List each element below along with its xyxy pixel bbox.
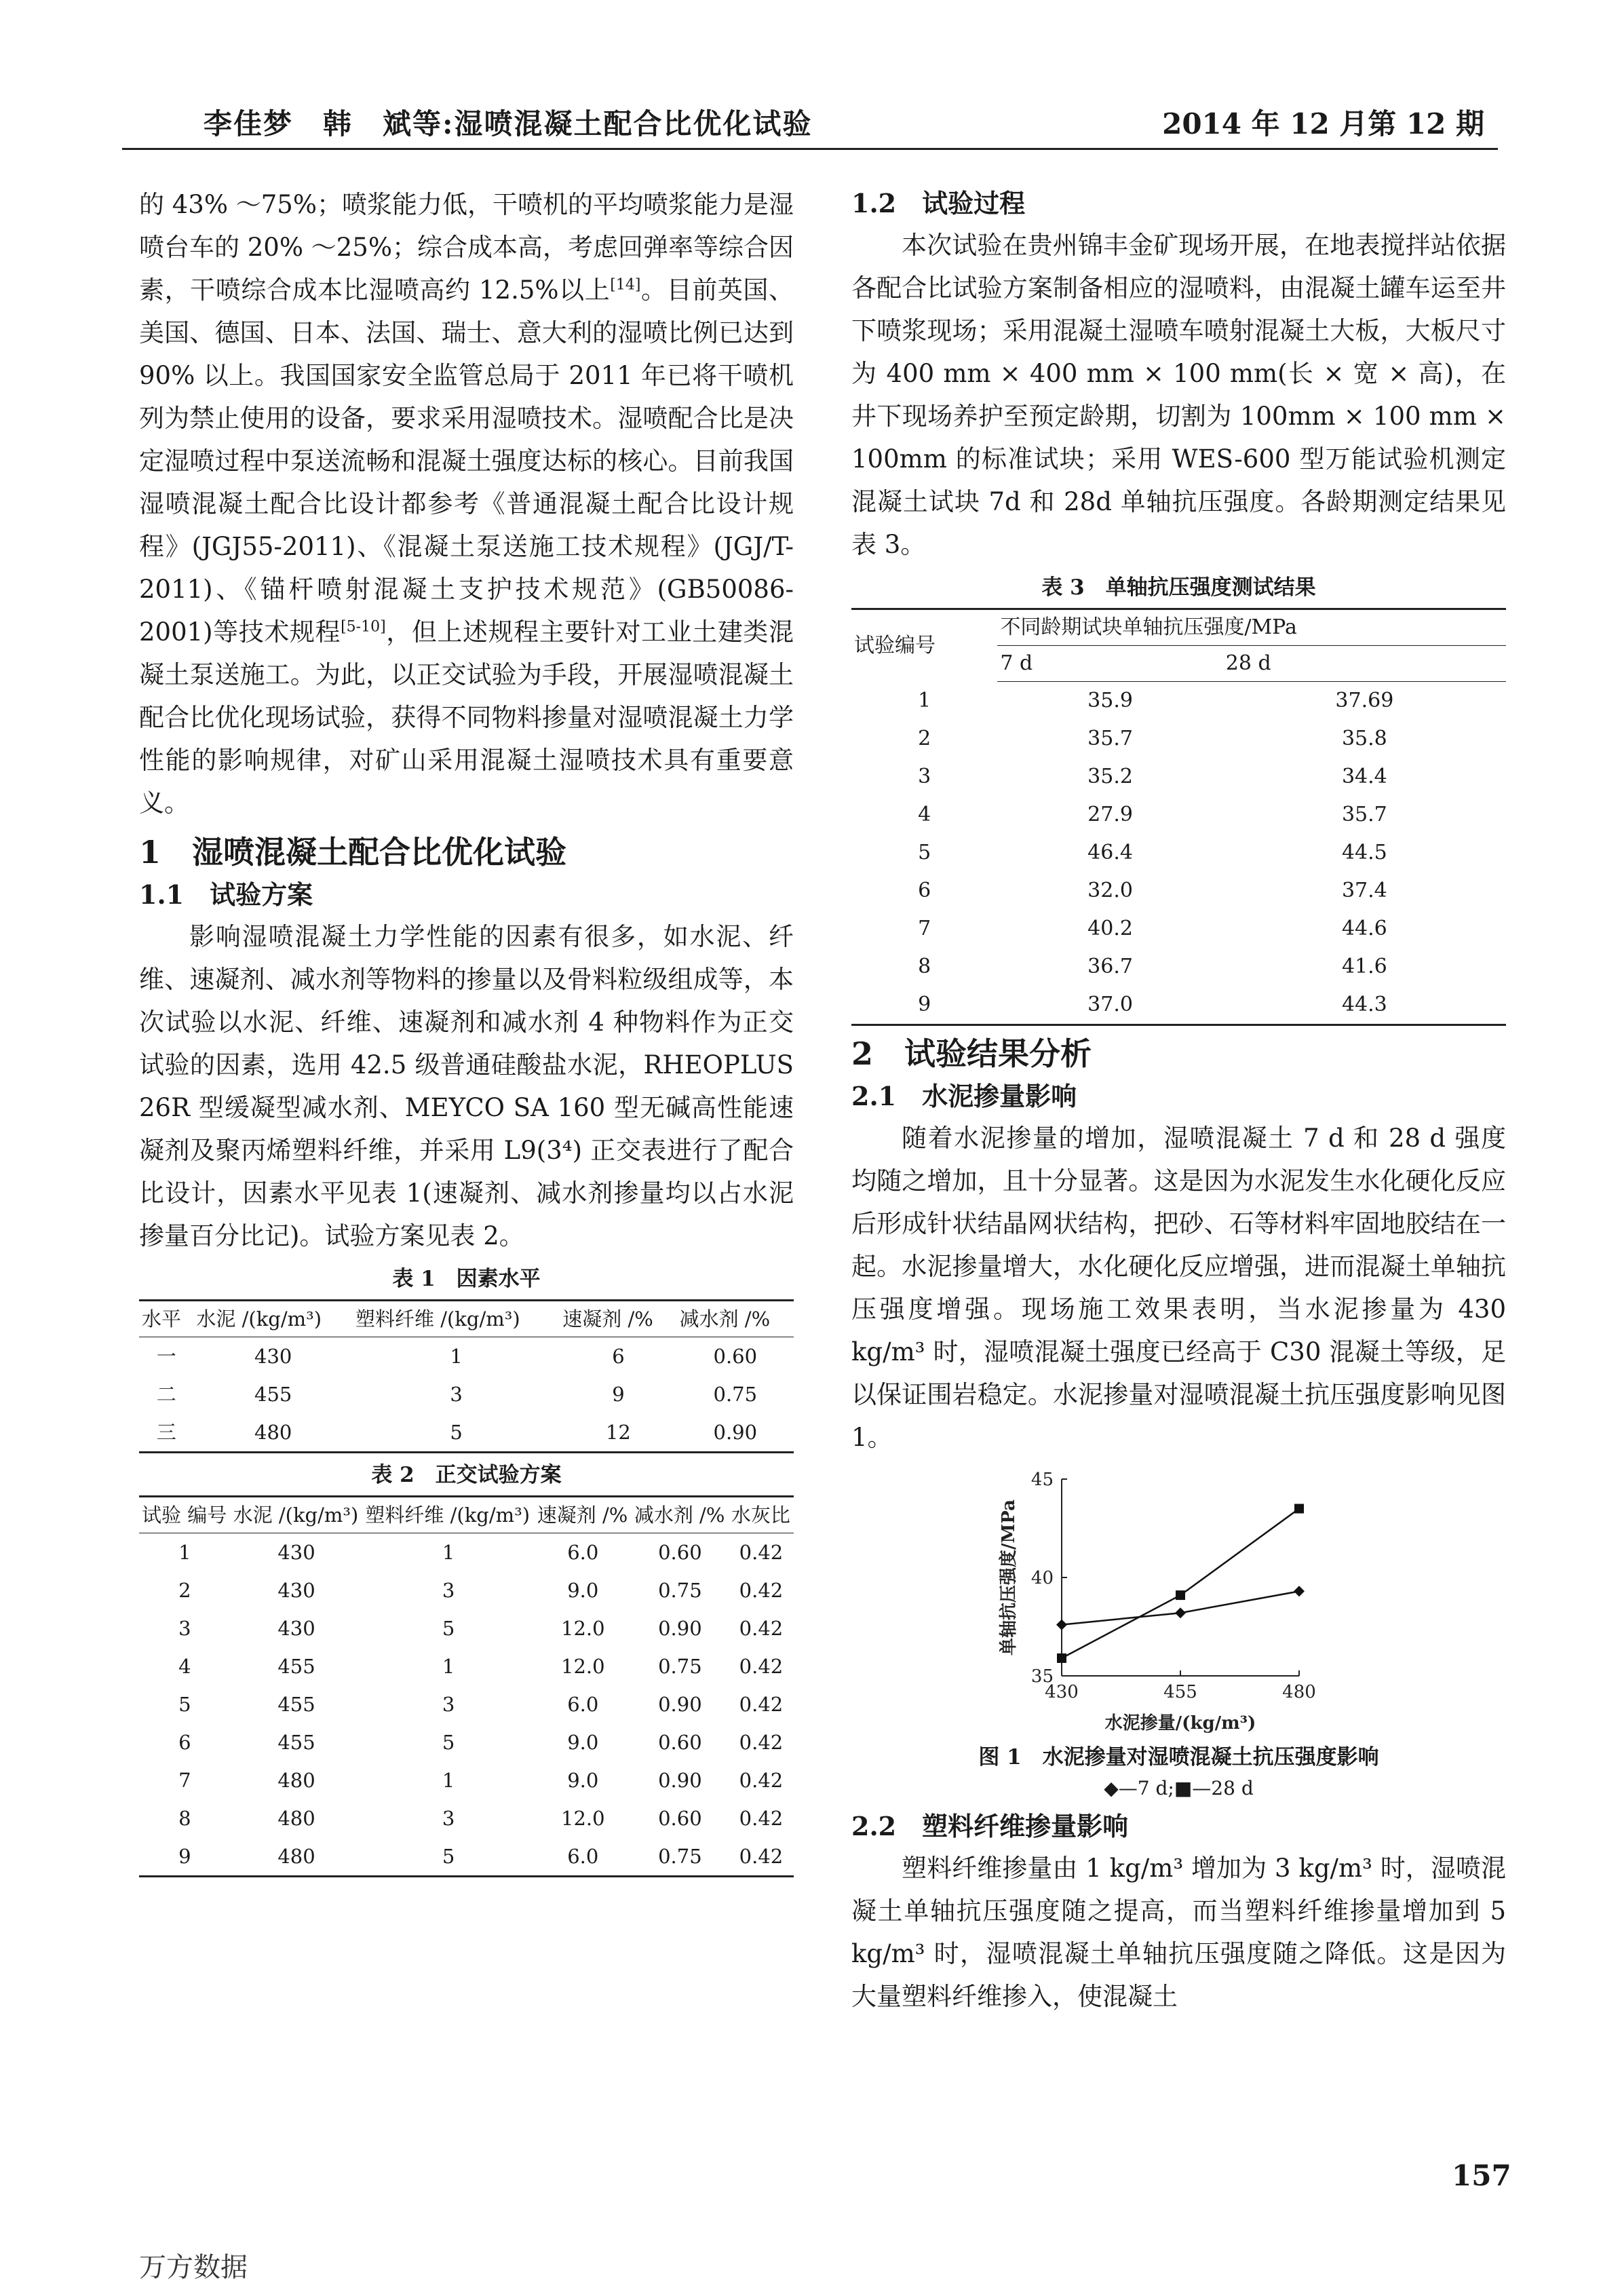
table3-row-cell: 40.2 bbox=[1087, 917, 1133, 940]
running-header-authors: 李佳梦 韩 斌等:湿喷混凝土配合比优化试验 bbox=[204, 107, 813, 140]
table2-header: 塑料纤维 /(kg/m³) bbox=[362, 1497, 534, 1533]
table3-row bbox=[851, 872, 1506, 910]
table2-row-cell: 0.42 bbox=[739, 1807, 784, 1830]
table1-row-cell: 二 bbox=[156, 1383, 176, 1406]
table2-row-cell: 2 bbox=[178, 1579, 191, 1602]
table3-row-cell: 34.4 bbox=[1341, 765, 1387, 788]
table1-row-cell: 5 bbox=[353, 1413, 560, 1453]
right-column bbox=[851, 183, 1506, 2018]
table3-row-cell: 41.6 bbox=[1341, 955, 1387, 978]
table2-row-cell: 0.42 bbox=[739, 1617, 784, 1640]
figure1-legend: ◆—7 d;■—28 d bbox=[1104, 1777, 1254, 1799]
table2-row-cell: 0.42 bbox=[739, 1693, 784, 1716]
figure1 bbox=[851, 1466, 1506, 1737]
x-tick-label: 430 bbox=[1045, 1682, 1079, 1702]
table2-row-cell: 0.42 bbox=[739, 1769, 784, 1792]
table3-header-id: 试验编号 bbox=[851, 609, 997, 682]
table2-caption: 表 2 正交试验方案 bbox=[371, 1463, 562, 1487]
table2-row-cell: 1 bbox=[442, 1541, 455, 1564]
table3-row-cell: 37.0 bbox=[997, 986, 1222, 1025]
table3-row-cell: 6 bbox=[918, 879, 931, 902]
table2-row bbox=[139, 1571, 794, 1609]
table3-header-7d: 7 d bbox=[997, 646, 1222, 682]
table3-row-cell: 44.5 bbox=[1341, 841, 1387, 864]
table1-row-cell: 0.90 bbox=[677, 1413, 794, 1453]
section-heading-2-2: 2.2 塑料纤维掺量影响 bbox=[851, 1811, 1129, 1841]
y-tick-label: 45 bbox=[1030, 1470, 1054, 1490]
table1-header: 水泥 /(kg/m³) bbox=[193, 1301, 353, 1337]
intro-paragraph: 的 43% ～75%；喷浆能力低，干喷机的平均喷浆能力是湿喷台车的 20% ～25%；综合成本高，考虑回弹率等综合因素，干喷综合成本比湿喷高约 12.5%以上[14]。目前英国、美国、德国、日本、法国、瑞士、意大利的湿喷比例已达到 90% 以上。我国国家安全监管总局于 2011 年已将干喷机列为禁止使用的设备，要求采用湿喷技术。湿喷配合比是决定湿喷过程中泵送流畅和混凝土强度达标的核心。目前我国湿喷混凝土配合比设计都参考《普通混凝土配合比设计规程》(JGJ55-2011)、《混凝土泵送施工技术规程》(JGJ/T-2011)、《锚杆喷射混凝土支护技术规范》(GB50086-2001)等技术规程[5-10]，但上述规程主要针对工业土建类混凝土泵送施工。为此，以正交试验为手段，开展湿喷混凝土配合比优化现场试验，获得不同物料掺量对湿喷混凝土力学性能的影响规律，对矿山采用混凝土湿喷技术具有重要意义。 bbox=[139, 190, 794, 818]
table2-row-cell: 5 bbox=[442, 1617, 455, 1640]
table2-row-cell: 0.60 bbox=[658, 1731, 702, 1754]
table3-row-cell: 2 bbox=[918, 727, 931, 750]
table2-header: 速凝剂 /% bbox=[535, 1497, 632, 1533]
table2-row-cell: 4 bbox=[178, 1655, 191, 1678]
table3-row-cell: 27.9 bbox=[1087, 803, 1133, 826]
table2-row-cell: 3 bbox=[442, 1807, 455, 1830]
table3-row-cell: 7 bbox=[918, 917, 931, 940]
table1-row-cell: 6 bbox=[612, 1345, 625, 1368]
table2-header: 减水剂 /% bbox=[632, 1497, 729, 1533]
table2-row-cell: 5 bbox=[362, 1837, 534, 1877]
table3-row bbox=[851, 758, 1506, 796]
table2-row-cell: 6 bbox=[178, 1731, 191, 1754]
section-heading-1: 1 湿喷混凝土配合比优化试验 bbox=[139, 834, 567, 870]
table1-row-cell: 12 bbox=[560, 1413, 676, 1453]
table2-row-cell: 1 bbox=[442, 1655, 455, 1678]
paragraph-2-1: 随着水泥掺量的增加，湿喷混凝土 7 d 和 28 d 强度均随之增加，且十分显著。这是因为水泥发生水化硬化反应后形成针状结晶网状结构，把砂、石等材料牢固地胶结在一起。水泥掺量增大，水化硬化反应增强，进而混凝土单轴抗压强度增强。现场施工效果表明，当水泥掺量为 430 kg/m³ 时，湿喷混凝土强度已经高于 C30 混凝土等级，足以保证围岩稳定。水泥掺量对湿喷混凝土抗压强度影响见图 1。 bbox=[851, 1124, 1506, 1452]
table2-row-cell: 0.42 bbox=[739, 1541, 784, 1564]
table3-row-cell: 5 bbox=[918, 841, 931, 864]
table2-row-cell: 12.0 bbox=[561, 1655, 605, 1678]
table2-row bbox=[139, 1761, 794, 1799]
data-point-7d bbox=[1294, 1586, 1305, 1596]
data-point-28d bbox=[1176, 1590, 1185, 1600]
table2-row-cell: 455 bbox=[277, 1655, 315, 1678]
table2-row bbox=[139, 1647, 794, 1685]
table2-row-cell: 9.0 bbox=[567, 1731, 599, 1754]
table1-row-cell: 三 bbox=[139, 1413, 193, 1453]
figure1-chart bbox=[851, 1466, 1506, 1737]
table1 bbox=[139, 1299, 794, 1453]
table3-row bbox=[851, 948, 1506, 986]
table2 bbox=[139, 1495, 794, 1877]
table2-row-cell: 3 bbox=[442, 1693, 455, 1716]
table2-row bbox=[139, 1685, 794, 1723]
y-tick-label: 40 bbox=[1030, 1568, 1054, 1588]
table1-row-cell: 0.60 bbox=[713, 1345, 758, 1368]
table1-header: 塑料纤维 /(kg/m³) bbox=[353, 1301, 560, 1337]
table2-row bbox=[139, 1723, 794, 1761]
table1-header: 水平 bbox=[139, 1301, 193, 1337]
table2-row-cell: 0.75 bbox=[632, 1837, 729, 1877]
table3-row bbox=[851, 682, 1506, 721]
table3-header-group: 不同龄期试块单轴抗压强度/MPa bbox=[997, 609, 1506, 646]
table2-row-cell: 480 bbox=[277, 1807, 315, 1830]
table2-row-cell: 0.60 bbox=[658, 1807, 702, 1830]
paragraph-1-1: 影响湿喷混凝土力学性能的因素有很多，如水泥、纤维、速凝剂、减水剂等物料的掺量以及骨料粒级组成等，本次试验以水泥、纤维、速凝剂和减水剂 4 种物料作为正交试验的因素，选用 42.5 级普通硅酸盐水泥，RHEOPLUS 26R 型缓凝型减水剂、MEYCO SA 160 型无碱高性能速凝剂及聚丙烯塑料纤维，并采用 L9(3⁴) 正交表进行了配合比设计，因素水平见表 1(速凝剂、减水剂掺量均以占水泥掺量百分比记)。试验方案见表 2。 bbox=[139, 922, 794, 1250]
table2-row-cell: 0.60 bbox=[658, 1541, 702, 1564]
table3-row-cell: 35.7 bbox=[1341, 803, 1387, 826]
table1-row-cell: 1 bbox=[450, 1345, 463, 1368]
y-axis-label: 单轴抗压强度/MPa bbox=[999, 1499, 1019, 1656]
table2-row-cell: 0.42 bbox=[739, 1655, 784, 1678]
table2-row-cell: 6.0 bbox=[535, 1837, 632, 1877]
table2-row bbox=[139, 1799, 794, 1837]
table3-row-cell: 46.4 bbox=[1087, 841, 1133, 864]
table2-row-cell: 7 bbox=[178, 1769, 191, 1792]
table2-row-cell: 12.0 bbox=[561, 1807, 605, 1830]
table2-row-cell: 8 bbox=[178, 1807, 191, 1830]
table1-header: 减水剂 /% bbox=[677, 1301, 794, 1337]
left-column bbox=[139, 183, 794, 1877]
running-header-issue: 2014 年 12 月第 12 期 bbox=[1162, 107, 1484, 140]
table1-header: 速凝剂 /% bbox=[560, 1301, 676, 1337]
x-tick-label: 480 bbox=[1282, 1682, 1316, 1702]
table2-row-cell: 12.0 bbox=[561, 1617, 605, 1640]
table1-row-cell: 430 bbox=[254, 1345, 292, 1368]
table2-row-cell: 430 bbox=[277, 1579, 315, 1602]
table2-header: 水泥 /(kg/m³) bbox=[231, 1497, 363, 1533]
table2-row-cell: 5 bbox=[178, 1693, 191, 1716]
table2-header: 试验 编号 bbox=[139, 1497, 231, 1533]
table3-row-cell: 35.8 bbox=[1341, 727, 1387, 750]
table2-row-cell: 0.75 bbox=[658, 1655, 702, 1678]
table3-row-cell: 1 bbox=[918, 688, 931, 712]
table3-row-cell: 32.0 bbox=[1087, 879, 1133, 902]
table2-row-cell: 9 bbox=[139, 1837, 231, 1877]
table2-row-cell: 3 bbox=[442, 1579, 455, 1602]
table2-row-cell: 1 bbox=[442, 1769, 455, 1792]
figure1-caption: 图 1 水泥掺量对湿喷混凝土抗压强度影响 bbox=[978, 1745, 1379, 1769]
table2-row-cell: 455 bbox=[277, 1731, 315, 1754]
table1-row-cell: 480 bbox=[193, 1413, 353, 1453]
table3-row bbox=[851, 720, 1506, 758]
x-axis-label: 水泥掺量/(kg/m³) bbox=[1104, 1713, 1256, 1734]
table3 bbox=[851, 608, 1506, 1026]
table1-row-cell: 455 bbox=[254, 1383, 292, 1406]
table2-row-cell: 0.90 bbox=[658, 1769, 702, 1792]
table2-row-cell: 480 bbox=[231, 1837, 363, 1877]
table3-row-cell: 35.2 bbox=[1087, 765, 1133, 788]
table1-row-cell: 一 bbox=[156, 1345, 176, 1368]
table1-row-cell: 3 bbox=[450, 1383, 463, 1406]
table3-row-cell: 4 bbox=[918, 803, 931, 826]
table2-row-cell: 430 bbox=[277, 1541, 315, 1564]
table3-row-cell: 35.7 bbox=[1087, 727, 1133, 750]
paragraph-2-2: 塑料纤维掺量由 1 kg/m³ 增加为 3 kg/m³ 时，湿喷混凝土单轴抗压强度随之提高，而当塑料纤维掺量增加到 5 kg/m³ 时，湿喷混凝土单轴抗压强度随之降低。这是因为大量塑料纤维掺入，使混凝土 bbox=[851, 1854, 1506, 2011]
table1-caption: 表 1 因素水平 bbox=[392, 1267, 541, 1291]
section-heading-1-1: 1.1 试验方案 bbox=[139, 879, 313, 910]
table1-row bbox=[139, 1337, 794, 1376]
table2-row-cell: 480 bbox=[277, 1769, 315, 1792]
y-tick-label: 35 bbox=[1030, 1666, 1054, 1687]
table2-row-cell: 1 bbox=[178, 1541, 191, 1564]
data-point-28d bbox=[1057, 1653, 1066, 1663]
table3-row bbox=[851, 834, 1506, 872]
table2-row-cell: 3 bbox=[178, 1617, 191, 1640]
table2-header: 水灰比 bbox=[729, 1497, 794, 1533]
table3-row-cell: 37.69 bbox=[1335, 689, 1394, 712]
table3-row bbox=[851, 910, 1506, 948]
header-rule bbox=[122, 148, 1498, 150]
section-heading-1-2: 1.2 试验过程 bbox=[851, 188, 1026, 218]
table1-row-cell: 0.75 bbox=[713, 1383, 758, 1406]
table2-row bbox=[139, 1533, 794, 1572]
table3-row-cell: 35.9 bbox=[1087, 689, 1133, 712]
table2-row bbox=[139, 1609, 794, 1647]
table2-row-cell: 0.42 bbox=[739, 1579, 784, 1602]
table1-row bbox=[139, 1413, 794, 1453]
table1-row bbox=[139, 1375, 794, 1413]
paragraph-1-2: 本次试验在贵州锦丰金矿现场开展，在地表搅拌站依据各配合比试验方案制备相应的湿喷料，由混凝土罐车运至井下喷浆现场；采用混凝土湿喷车喷射混凝土大板，大板尺寸为 400 mm × 400 mm × 100 mm(长 × 宽 × 高)，在井下现场养护至预定龄期，切割为 100mm × 100 mm × 100mm 的标准试块；采用 WES-600 型万能试验机测定混凝土试块 7d 和 28d 单轴抗压强度。各龄期测定结果见表 3。 bbox=[851, 231, 1506, 559]
table2-row-cell: 5 bbox=[442, 1731, 455, 1754]
section-heading-2-1: 2.1 水泥掺量影响 bbox=[851, 1081, 1077, 1111]
table3-row bbox=[851, 986, 1506, 1025]
data-point-28d bbox=[1294, 1504, 1304, 1514]
table2-row-cell: 9.0 bbox=[567, 1769, 599, 1792]
table3-row bbox=[851, 796, 1506, 834]
table2-row-cell: 6.0 bbox=[567, 1541, 599, 1564]
table3-row-cell: 44.3 bbox=[1223, 986, 1506, 1025]
table2-row-cell: 0.75 bbox=[658, 1579, 702, 1602]
table2-row-cell: 9.0 bbox=[567, 1579, 599, 1602]
data-point-7d bbox=[1175, 1607, 1186, 1618]
table3-row-cell: 8 bbox=[918, 955, 931, 978]
table3-row-cell: 44.6 bbox=[1341, 917, 1387, 940]
table1-row-cell: 9 bbox=[612, 1383, 625, 1406]
x-tick-label: 455 bbox=[1163, 1682, 1197, 1702]
table3-row-cell: 3 bbox=[918, 765, 931, 788]
table2-row-cell: 0.42 bbox=[729, 1837, 794, 1877]
table2-row bbox=[139, 1837, 794, 1877]
table3-row-cell: 37.4 bbox=[1341, 879, 1387, 902]
table3-caption: 表 3 单轴抗压强度测试结果 bbox=[1041, 575, 1316, 600]
table2-row-cell: 0.90 bbox=[658, 1617, 702, 1640]
data-point-7d bbox=[1056, 1620, 1067, 1630]
table3-row-cell: 36.7 bbox=[1087, 955, 1133, 978]
table2-row-cell: 455 bbox=[277, 1693, 315, 1716]
page-number: 157 bbox=[1452, 2159, 1511, 2192]
table2-row-cell: 0.90 bbox=[658, 1693, 702, 1716]
watermark: 万方数据 bbox=[139, 2252, 248, 2283]
section-heading-2: 2 试验结果分析 bbox=[851, 1035, 1092, 1072]
table2-row-cell: 6.0 bbox=[567, 1693, 599, 1716]
table3-header-28d: 28 d bbox=[1223, 646, 1506, 682]
table2-row-cell: 0.42 bbox=[739, 1731, 784, 1754]
table3-row-cell: 9 bbox=[851, 986, 997, 1025]
table2-row-cell: 430 bbox=[277, 1617, 315, 1640]
series-line-28d bbox=[1062, 1509, 1299, 1658]
